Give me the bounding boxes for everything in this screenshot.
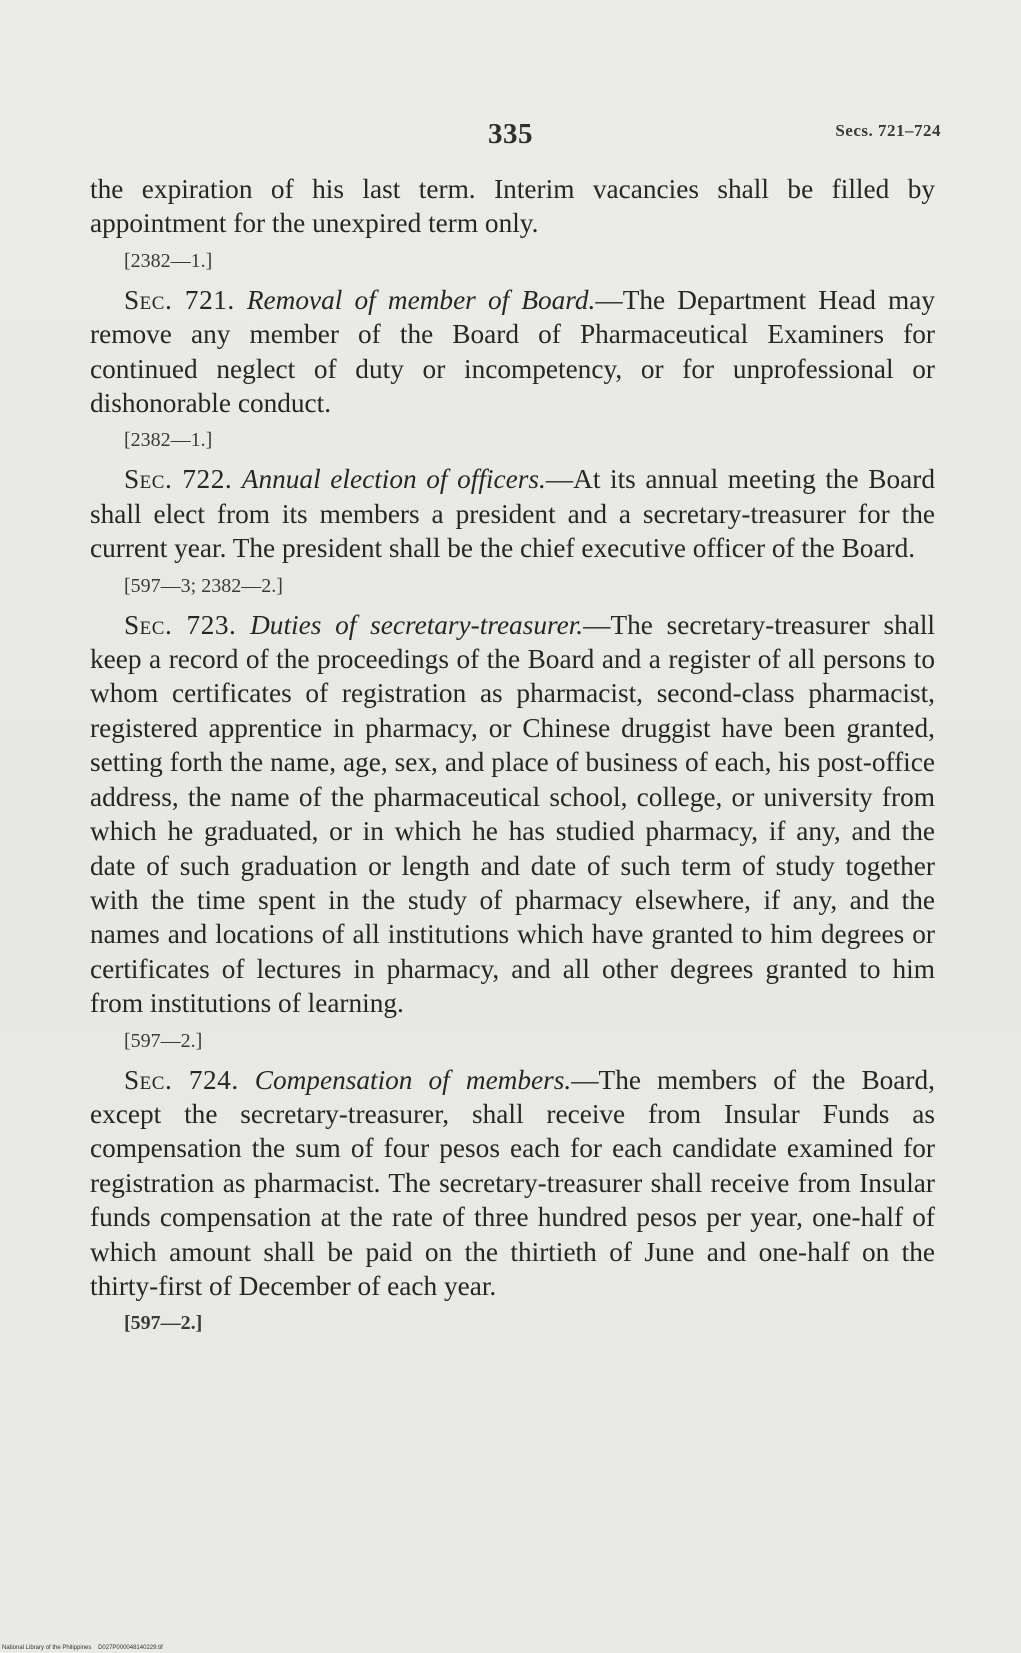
scan-footer [2,1645,163,1651]
section-title: Removal of member of Board. [246,284,596,315]
citation: [2382—1.] [124,429,213,452]
section-title: Compensation of members. [254,1064,572,1095]
running-head: Secs. 721–724 [835,121,941,140]
citation: [597—2.] [124,1029,203,1052]
continuation-paragraph: the expiration of his last term. Interim vacancies shall be filled by appointment for the unexpired term only. [90,174,935,239]
section-text: —The Department Head may remove any member of the Board of Pharmaceutical Examiners for continued neglect of duty or incompetency, or for unprofessional or dishonorable conduct. [90,284,935,419]
section-text: —At its annual meeting the Board shall elect from its members a president and a secretary-treasurer for the current year. The president shall be the chief executive officer of the Board. [90,464,935,564]
citation: [597—2.] [124,1312,203,1335]
section-722 [90,462,935,565]
section-label: Sec. 723. [124,609,237,640]
section-title: Duties of secretary-treasurer. [250,609,584,640]
section-label: Sec. 721. [124,284,235,315]
section-title: Annual election of officers. [241,464,546,495]
section-label: Sec. 724. [124,1064,239,1095]
page-number: 335 [488,118,533,150]
section-723 [90,608,935,1021]
section-721 [90,283,935,421]
section-text: —The secretary-treasurer shall keep a record of the proceedings of the Board and a register of all persons to whom certificates of registration as pharmacist, second-class pharmacist, registered apprentice in pharmacy, or Chinese druggist have been granted, setting forth the name, age, sex, and place of business of each, his post-office address, the name of the pharmaceutical school, college, or university from which he graduated, or in which he has studied pharmacy, if any, and the date of such graduation or length and date of such term of study together with the time spent in the study of pharmacy elsewhere, if any, and the names and locations of all institutions which have granted to him degrees or certificates of lectures in pharmacy, and all other degrees granted to him from institutions of learning. [90,609,936,1019]
scan-id: D027P000048140229.tif [98,1645,163,1651]
section-label: Sec. 722. [124,464,233,495]
section-724 [90,1063,935,1304]
body-text [90,172,935,1345]
section-text: —The members of the Board, except the secretary-treasurer, shall receive from Insular Funds as compensation the sum of four pesos each for each candidate examined for registration as pharmacist. The secretary-treasurer shall receive from Insular funds compensation at the rate of three hundred pesos per year, one-half of which amount shall be paid on the thirtieth of June and one-half on the thirty-first of December of each year. [90,1064,935,1301]
citation: [2382—1.] [124,249,213,272]
library-credit: National Library of the Philippines [2,1645,92,1651]
citation: [597—3; 2382—2.] [124,574,283,597]
